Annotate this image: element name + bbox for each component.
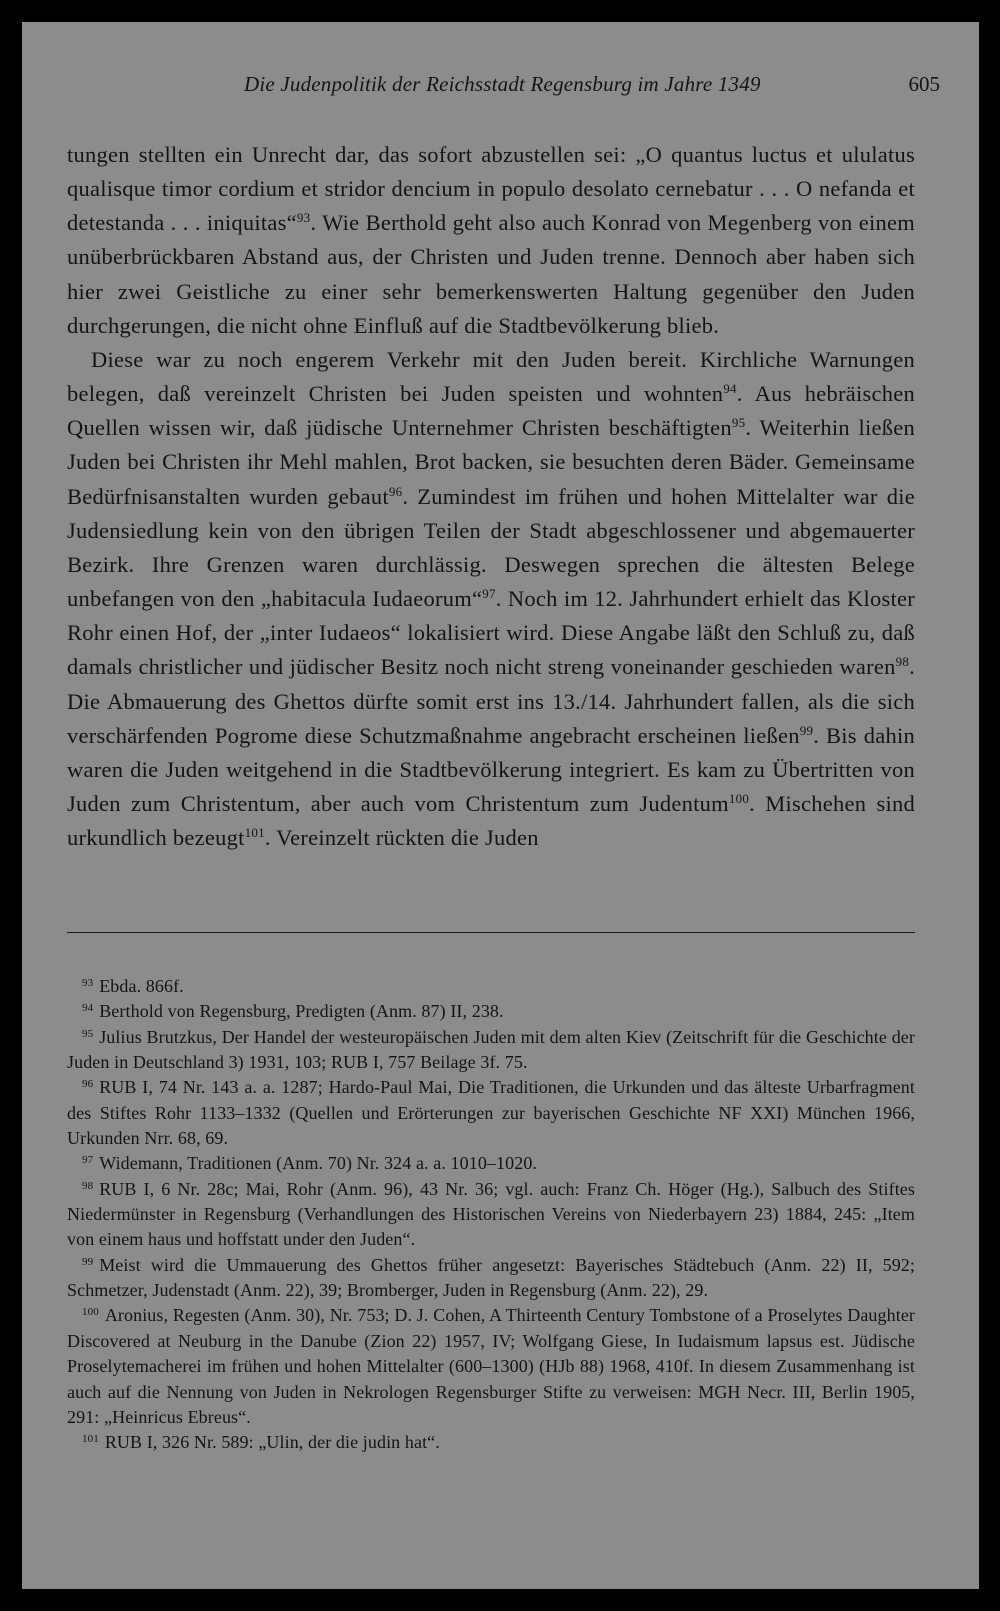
footnote-reference: 99 xyxy=(799,722,814,738)
footnote-number: 93 xyxy=(82,977,94,989)
book-page xyxy=(22,22,979,1589)
footnote-reference: 93 xyxy=(296,210,311,226)
footnote-number: 101 xyxy=(82,1433,99,1446)
footnote-96 xyxy=(67,1075,915,1151)
page-header xyxy=(22,72,979,102)
footnote-number: 96 xyxy=(82,1078,94,1091)
footnote-reference: 94 xyxy=(723,381,737,397)
paragraph-text: . Die Abmauerung des Ghettos dürfte somit erst ins 13./14. Jahrhundert fallen, als die sich verschärfenden Pogrome diese Schutzmaßnahme angebracht erscheinen ließen xyxy=(67,654,915,748)
footnote-reference: 96 xyxy=(388,483,403,499)
main-text xyxy=(67,138,915,855)
paragraph-2 xyxy=(67,343,915,855)
footnote-text: RUB I, 74 Nr. 143 a. a. 1287; Hardo-Paul Mai, Die Traditionen, die Urkunden und das älteste Urbarfragment des Stiftes Rohr 1133–1332 (Quellen und Erörterungen zur bayerischen Geschichte NF XXI) München 1966, Urkunden Nrr. 68, 69. xyxy=(67,1077,915,1149)
footnote-text: Meist wird die Ummauerung des Ghettos früher angesetzt: Bayerisches Städtebuch (Anm. 22) II, 592; Schmetzer, Judenstadt (Anm. 22), 39; Bromberger, Juden in Regensburg (Anm. 22), 29. xyxy=(67,1254,915,1301)
footnote-number: 100 xyxy=(82,1306,99,1319)
paragraph-text: . Bis dahin waren die Juden weitgehend in die Stadtbevölkerung integriert. Es kam zu Übertritten von Juden zum Christentum, aber auch vom Christentum zum Judentum xyxy=(67,722,915,816)
footnote-101 xyxy=(67,1430,915,1455)
footnote-text: RUB I, 6 Nr. 28c; Mai, Rohr (Anm. 96), 43 Nr. 36; vgl. auch: Franz Ch. Höger (Hg.), Salbuch des Stiftes Niedermünster in Regensburg (Verhandlungen des Historischen Vereins von Niederbayern 23) 1884, 245: „Item von einem haus und hoffstatt under den Juden“. xyxy=(67,1178,915,1250)
paragraph-1 xyxy=(67,138,915,343)
footnote-text: Widemann, Traditionen (Anm. 70) Nr. 324 a. a. 1010–1020. xyxy=(99,1153,538,1174)
footnote-separator xyxy=(67,932,915,933)
footnote-99 xyxy=(67,1253,915,1304)
footnote-number: 94 xyxy=(82,1002,94,1015)
paragraph-text: Diese war zu noch engerem Verkehr mit den Juden bereit. Kirchliche Warnungen belegen, daß vereinzelt Christen bei Juden speisten und wohnten xyxy=(67,346,915,407)
footnote-text: RUB I, 326 Nr. 589: „Ulin, der die judin hat“. xyxy=(104,1432,440,1453)
footnote-number: 95 xyxy=(82,1027,94,1040)
footnote-reference: 95 xyxy=(731,415,746,431)
footnote-text: Ebda. 866f. xyxy=(99,976,184,996)
paragraph-text: . Weiterhin ließen Juden bei Christen ihr Mehl mahlen, Brot backen, sie besuchten deren Bäder. Gemeinsame Bedürfnisanstalten wurden gebaut xyxy=(67,415,915,509)
paragraph-text: . Noch im 12. Jahrhundert erhielt das Kloster Rohr einen Hof, der „inter Iudaeos“ lokalisiert wird. Diese Angabe läßt den Schluß zu, daß damals christlicher und jüdischer Besitz noch nicht streng voneinander geschieden waren xyxy=(67,586,916,680)
footnote-text: Julius Brutzkus, Der Handel der westeuropäischen Juden mit dem alten Kiev (Zeitschrift für die Geschichte der Juden in Deutschland 3) 1931, 103; RUB I, 757 Beilage 3f. 75. xyxy=(67,1026,915,1073)
footnote-100 xyxy=(67,1303,915,1430)
footnote-reference: 97 xyxy=(482,586,496,602)
footnote-reference: 101 xyxy=(244,825,265,841)
paragraph-text: . Zumindest im frühen und hohen Mittelalter war die Judensiedlung kein von den übrigen Teilen der Stadt abgeschlossener und abgemauerter Bezirk. Ihre Grenzen waren durchlässig. Deswegen sprechen die ältesten Belege unbefangen von den „habitacula Iudaeorum“ xyxy=(67,483,915,612)
footnote-97 xyxy=(67,1151,915,1176)
footnotes xyxy=(67,974,915,1456)
page-number: 605 xyxy=(908,72,940,96)
footnote-number: 98 xyxy=(82,1179,94,1192)
paragraph-text: . Mischehen sind urkundlich bezeugt xyxy=(67,790,915,851)
footnote-text: Berthold von Regensburg, Predigten (Anm. 87) II, 238. xyxy=(99,1001,504,1022)
footnote-93 xyxy=(67,974,915,999)
footnote-number: 97 xyxy=(82,1154,94,1167)
footnote-text: Aronius, Regesten (Anm. 30), Nr. 753; D. J. Cohen, A Thirteenth Century Tombstone of a Proselytes Daughter Discovered at Neuburg in the Danube (Zion 22) 1957, IV; Wolfgang Giese, In Iudaismum lapsus est. Jüdische Proselytemacherei im frühen und hohen Mittelalter (600–1300) (HJb 88) 1968, 410f. In diesem Zusammenhang ist auch auf die Nennung von Juden in Nekrologen Regensburger Stifte zu verweisen: MGH Necr. III, Berlin 1905, 291: „Heinricus Ebreus“. xyxy=(67,1305,915,1427)
paragraph-text: . Aus hebräischen Quellen wissen wir, daß jüdische Unternehmer Christen beschäftigten xyxy=(67,381,915,441)
paragraph-text: . Vereinzelt rückten die Juden xyxy=(264,825,539,851)
paragraph-text: tungen stellten ein Unrecht dar, das sofort abzustellen sei: „O quantus luctus et ululatus qualisque timor cordium et stridor dencium in populo desolato cernebatur . . . O nefanda et detestanda . . . iniquitas“ xyxy=(67,142,915,236)
footnote-number: 99 xyxy=(82,1255,94,1268)
footnote-reference: 98 xyxy=(895,654,910,670)
footnote-95 xyxy=(67,1025,915,1076)
paragraph-text: . Wie Berthold geht also auch Konrad von Megenberg von einem unüberbrückbaren Abstand aus, der Christen und Juden trenne. Dennoch aber haben sich hier zwei Geistliche zu einer sehr bemerkenswerten Haltung gegenüber den Juden durchgerungen, die nicht ohne Einfluß auf die Stadtbevölkerung blieb. xyxy=(67,210,915,338)
footnote-94 xyxy=(67,999,915,1024)
footnote-reference: 100 xyxy=(728,790,750,806)
running-title: Die Judenpolitik der Reichsstadt Regensburg im Jahre 1349 xyxy=(244,72,761,96)
footnote-98 xyxy=(67,1177,915,1253)
